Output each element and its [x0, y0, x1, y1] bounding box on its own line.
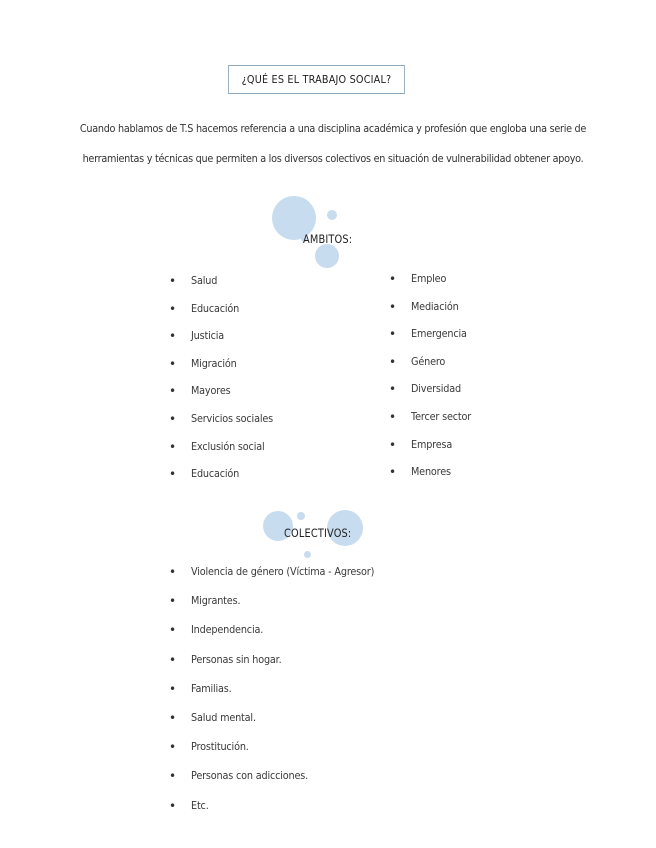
- list-item: • Mediación: [389, 299, 459, 314]
- bullet-icon: •: [389, 354, 396, 369]
- list-item: • Migración: [169, 356, 237, 371]
- intro-line-2: herramientas y técnicas que permiten a los diversos colectivos en situación de vulnerabilidad obtener apoyo.: [82, 153, 584, 165]
- colectivos-heading: COLECTIVOS:: [284, 526, 352, 540]
- bullet-icon: •: [169, 594, 176, 609]
- bullet-icon: •: [169, 274, 176, 288]
- colectivos-list: [169, 565, 399, 828]
- bullet-icon: •: [169, 329, 176, 344]
- bullet-icon: •: [169, 769, 176, 784]
- bullet-icon: •: [389, 465, 396, 480]
- list-item: • Personas sin hogar.: [169, 652, 282, 667]
- list-item: • Diversidad: [389, 382, 462, 397]
- bullet-icon: •: [169, 467, 176, 482]
- list-item: • Emergencia: [389, 327, 467, 342]
- decorative-circle: [327, 210, 337, 220]
- bullet-icon: •: [169, 356, 176, 371]
- list-item: • Justicia: [169, 329, 225, 344]
- list-item: • Educación: [169, 467, 240, 482]
- bullet-icon: •: [169, 301, 176, 316]
- list-item: • Etc.: [169, 798, 209, 813]
- bullet-icon: •: [389, 299, 396, 314]
- list-item: • Familias.: [169, 681, 232, 696]
- list-item: • Exclusión social: [169, 439, 265, 454]
- bullet-icon: •: [169, 710, 176, 725]
- list-item: • Educación: [169, 301, 240, 316]
- list-item: • Empleo: [389, 272, 447, 286]
- ambitos-heading: AMBITOS:: [303, 232, 353, 246]
- list-item: • Violencia de género (Víctima - Agresor): [169, 565, 375, 579]
- bullet-icon: •: [389, 327, 396, 342]
- list-item: • Mayores: [169, 384, 231, 399]
- list-item: • Migrantes.: [169, 594, 241, 609]
- bullet-icon: •: [389, 382, 396, 397]
- list-item: • Servicios sociales: [169, 411, 273, 426]
- ambitos-list-right: [389, 272, 479, 493]
- bullet-icon: •: [169, 681, 176, 696]
- bullet-icon: •: [169, 411, 176, 426]
- decorative-circle: [304, 551, 311, 558]
- bullet-icon: •: [389, 437, 396, 452]
- ambitos-list-left: [169, 274, 284, 495]
- bullet-icon: •: [169, 740, 176, 755]
- list-item: • Tercer sector: [389, 409, 472, 424]
- list-item: • Menores: [389, 465, 451, 480]
- page-title: ¿QUÉ ES EL TRABAJO SOCIAL?: [228, 65, 405, 94]
- bullet-icon: •: [169, 439, 176, 454]
- bullet-icon: •: [389, 409, 396, 424]
- decorative-circle: [297, 512, 305, 520]
- list-item: • Género: [389, 354, 446, 369]
- bullet-icon: •: [169, 565, 176, 579]
- list-item: • Independencia.: [169, 623, 264, 638]
- list-item: • Prostitución.: [169, 740, 249, 755]
- decorative-circle: [315, 244, 339, 268]
- bullet-icon: •: [169, 623, 176, 638]
- list-item: • Salud: [169, 274, 218, 288]
- list-item: • Salud mental.: [169, 710, 256, 725]
- list-item: • Personas con adicciones.: [169, 769, 309, 784]
- bullet-icon: •: [169, 384, 176, 399]
- bullet-icon: •: [389, 272, 396, 286]
- bullet-icon: •: [169, 652, 176, 667]
- list-item: • Empresa: [389, 437, 453, 452]
- intro-line-1: Cuando hablamos de T.S hacemos referencia a una disciplina académica y profesión que engloba una serie de: [79, 123, 587, 135]
- bullet-icon: •: [169, 798, 176, 813]
